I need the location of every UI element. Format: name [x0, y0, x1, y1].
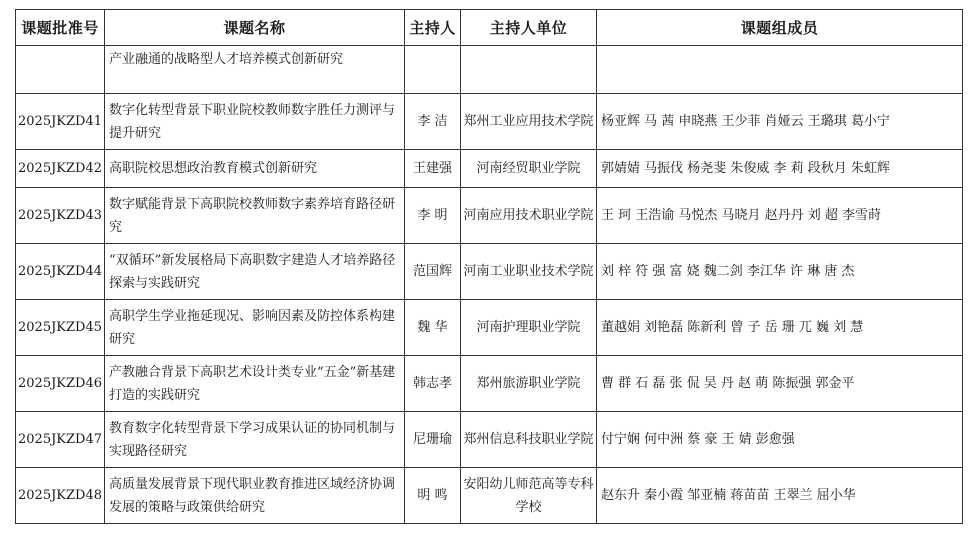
cell-members: 刘 梓 符 强 富 娆 魏二剑 李江华 许 琳 唐 杰: [597, 244, 963, 300]
cell-members: 董越娟 刘艳磊 陈新利 曾 子 岳 珊 兀 巍 刘 慧: [597, 300, 963, 356]
cell-unit: [461, 46, 597, 94]
header-host: 主持人: [405, 10, 461, 46]
cell-code: 2025JKZD47: [16, 412, 105, 468]
project-table-container: [15, 9, 963, 524]
cell-members: 杨亚辉 马 茜 申晓燕 王少菲 肖娅云 王璐琪 葛小宁: [597, 94, 963, 150]
cell-code: 2025JKZD48: [16, 468, 105, 524]
cell-name: 高职学生学业拖延现况、影响因素及防控体系构建研究: [105, 300, 405, 356]
cell-name: “双循环”新发展格局下高职数字建造人才培养路径探索与实践研究: [105, 244, 405, 300]
cell-host: 范国辉: [405, 244, 461, 300]
cell-host: 韩志孝: [405, 356, 461, 412]
cell-host: [405, 46, 461, 94]
header-name: 课题名称: [105, 10, 405, 46]
cell-host: 魏 华: [405, 300, 461, 356]
cell-members: 付宁娴 何中洲 蔡 豪 王 婧 彭愈强: [597, 412, 963, 468]
header-code: 课题批准号: [16, 10, 105, 46]
cell-unit: 郑州工业应用技术学院: [461, 94, 597, 150]
table-row: [16, 46, 963, 94]
table-row: [16, 356, 963, 412]
cell-code: 2025JKZD44: [16, 244, 105, 300]
cell-host: 王建强: [405, 150, 461, 188]
cell-unit: 河南护理职业学院: [461, 300, 597, 356]
cell-unit: 河南工业职业技术学院: [461, 244, 597, 300]
cell-name: 高质量发展背景下现代职业教育推进区域经济协调发展的策略与政策供给研究: [105, 468, 405, 524]
header-members: 课题组成员: [597, 10, 963, 46]
cell-unit: 河南应用技术职业学院: [461, 188, 597, 244]
cell-host: 李 洁: [405, 94, 461, 150]
table-row: [16, 468, 963, 524]
table-row: [16, 188, 963, 244]
table-row: [16, 244, 963, 300]
cell-members: 王 珂 王浩谕 马悦杰 马晓月 赵丹丹 刘 超 李雪莳: [597, 188, 963, 244]
cell-unit: 河南经贸职业学院: [461, 150, 597, 188]
header-unit: 主持人单位: [461, 10, 597, 46]
cell-members: 郭婧婧 马振伐 杨尧斐 朱俊威 李 莉 段秋月 朱虹辉: [597, 150, 963, 188]
cell-name: 高职院校思想政治教育模式创新研究: [105, 150, 405, 188]
cell-members: [597, 46, 963, 94]
cell-name: 产业融通的战略型人才培养模式创新研究: [105, 46, 405, 94]
cell-code: [16, 46, 105, 94]
cell-code: 2025JKZD43: [16, 188, 105, 244]
cell-name: 数字化转型背景下职业院校教师数字胜任力测评与提升研究: [105, 94, 405, 150]
cell-name: 教育数字化转型背景下学习成果认证的协同机制与实现路径研究: [105, 412, 405, 468]
cell-code: 2025JKZD46: [16, 356, 105, 412]
cell-name: 数字赋能背景下高职院校教师数字素养培育路径研究: [105, 188, 405, 244]
cell-code: 2025JKZD45: [16, 300, 105, 356]
table-row: [16, 412, 963, 468]
cell-host: 明 鸣: [405, 468, 461, 524]
cell-code: 2025JKZD42: [16, 150, 105, 188]
cell-host: 李 明: [405, 188, 461, 244]
cell-members: 赵东升 秦小霞 邹亚楠 蒋苗苗 王翠兰 屈小华: [597, 468, 963, 524]
cell-name: 产教融合背景下高职艺术设计类专业“五金”新基建打造的实践研究: [105, 356, 405, 412]
cell-unit: 郑州信息科技职业学院: [461, 412, 597, 468]
table-row: [16, 94, 963, 150]
cell-host: 尼珊瑜: [405, 412, 461, 468]
cell-unit: 安阳幼儿师范高等专科学校: [461, 468, 597, 524]
table-row: [16, 300, 963, 356]
project-table: [15, 9, 963, 524]
cell-code: 2025JKZD41: [16, 94, 105, 150]
header-row: [16, 10, 963, 46]
cell-members: 曹 群 石 磊 张 侃 吴 丹 赵 萌 陈振强 郭金平: [597, 356, 963, 412]
table-row: [16, 150, 963, 188]
cell-unit: 郑州旅游职业学院: [461, 356, 597, 412]
